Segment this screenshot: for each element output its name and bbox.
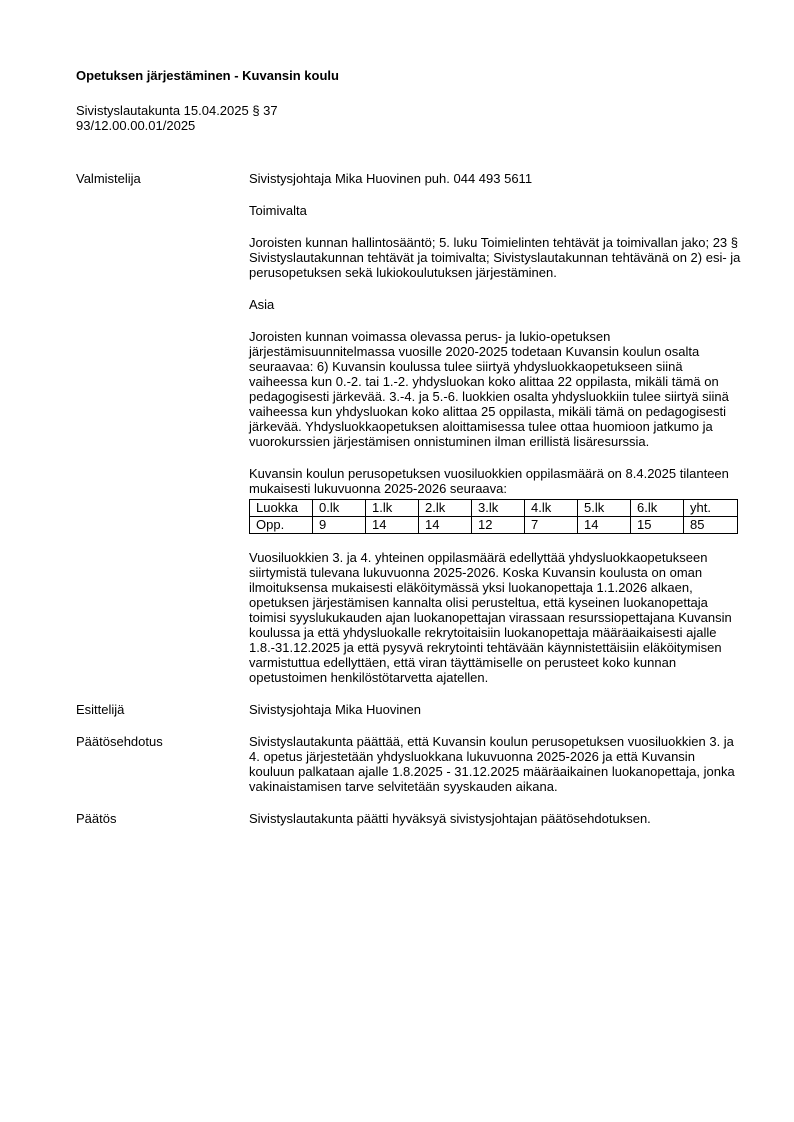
toimivalta-text: Joroisten kunnan hallintosääntö; 5. luku Toimielinten tehtävät ja toimivallan jako; 23 § Sivistyslautakunnan tehtävät ja toimivalta; Sivistyslautakunnan tehtävänä on 2) esi- ja perusopetuksen sekä lukiokoulutuksen järjestäminen. <box>249 235 741 280</box>
asia-text: Joroisten kunnan voimassa olevassa perus- ja lukio-opetuksen järjestämisuunnitelmassa vuosille 2020-2025 todetaan Kuvansin koulun osalta seuraavaa: 6) Kuvansin koulussa tulee siirtyä yhdysluokkaopetukseen siinä vaiheessa kun 0.-2. tai 1.-2. yhdysluokan koko alittaa 22 oppilasta, mikäli tämä on pedagogisesti järkevää. 3.-4. ja 5.-6. luokkien osalta yhdysluokkiin tulee siirtyä siinä vaiheessa kun yhdysluokan koko alittaa 25 oppilasta, mikäli tämä on pedagogisesti järkevää. Yhdysluokkaopetuksen aloittamisessa tulee ottaa huomioon jatkumo ja vuorokurssien järjestämisen onnistuminen ilman erillistä lisäresurssia. <box>249 329 729 449</box>
section-esittelija <box>76 702 746 717</box>
table-cell: 3.lk <box>472 500 525 517</box>
table-cell: 12 <box>472 517 525 534</box>
toimivalta-heading: Toimivalta <box>249 203 307 218</box>
meeting-meta <box>76 103 746 133</box>
table-cell: 85 <box>684 517 738 534</box>
table-cell: 9 <box>313 517 366 534</box>
document-title: Opetuksen järjestäminen - Kuvansin koulu <box>76 68 339 83</box>
table-cell: 1.lk <box>366 500 419 517</box>
table-cell: 15 <box>631 517 684 534</box>
table-cell: 7 <box>525 517 578 534</box>
presenter-name: Sivistysjohtaja Mika Huovinen <box>249 702 421 717</box>
table-header-row <box>250 500 738 517</box>
section-label-paatos: Päätös <box>76 811 117 826</box>
section-label-esittelija: Esittelijä <box>76 702 125 717</box>
record-number: 93/12.00.00.01/2025 <box>76 118 196 133</box>
table-cell: 5.lk <box>578 500 631 517</box>
table-cell: 14 <box>419 517 472 534</box>
asia-heading: Asia <box>249 297 275 312</box>
table-row <box>250 517 738 534</box>
meeting-reference: Sivistyslautakunta 15.04.2025 § 37 <box>76 103 278 118</box>
section-label-paatosehdotus: Päätösehdotus <box>76 734 163 749</box>
section-label-valmistelija: Valmistelija <box>76 171 141 186</box>
table-cell: Luokka <box>250 500 313 517</box>
section-valmistelija <box>76 171 746 685</box>
document-page <box>76 68 746 826</box>
section-paatos <box>76 811 746 826</box>
table-cell: Opp. <box>250 517 313 534</box>
table-intro: Kuvansin koulun perusopetuksen vuosiluokkien oppilasmäärä on 8.4.2025 tilanteen mukaisesti lukuvuonna 2025-2026 seuraava: <box>249 466 729 496</box>
decision-text: Sivistyslautakunta päätti hyväksyä sivistysjohtajan päätösehdotuksen. <box>249 811 651 826</box>
table-cell: 6.lk <box>631 500 684 517</box>
table-cell: 2.lk <box>419 500 472 517</box>
decision-proposal-text: Sivistyslautakunta päättää, että Kuvansin koulun perusopetuksen vuosiluokkien 3. ja 4. opetus järjestetään yhdysluokkana lukuvuonna 2025-2026 ja että Kuvansin kouluun palkataan ajalle 1.8.2025 - 31.12.2025 määräaikainen luokanopettaja, jonka vakinaistamisen tarve selvitetään syyskauden aikana. <box>249 734 735 794</box>
table-cell: yht. <box>684 500 738 517</box>
table-cell: 0.lk <box>313 500 366 517</box>
after-table-text: Vuosiluokkien 3. ja 4. yhteinen oppilasmäärä edellyttää yhdysluokkaopetukseen siirtymistä tulevana lukuvuonna 2025-2026. Koska Kuvansin koulusta on oman ilmoituksensa mukaisesti eläköitymässä yksi luokanopettaja 1.1.2026 alkaen, opetuksen järjestämisen kannalta olisi perusteltua, että kyseinen luokanopettaja toimisi syyslukukauden ajan luokanopettajan virassaan resurssiopettajana Kuvansin koulussa ja että yhdysluokalle rekrytoitaisiin luokanopettaja määräaikaisesti ajalle 1.8.-31.12.2025 ja että pysyvä rekrytointi tehtävään käynnistettäisiin eläköitymisen varmistuttua edellyttäen, että viran täyttämiselle on perusteet koko kunnan opetustoimen henkilöstötarvetta ajatellen. <box>249 550 732 685</box>
pupil-count-table <box>249 499 738 534</box>
table-cell: 14 <box>366 517 419 534</box>
preparer-name: Sivistysjohtaja Mika Huovinen puh. 044 493 5611 <box>249 171 533 186</box>
section-paatosehdotus <box>76 734 746 794</box>
table-cell: 4.lk <box>525 500 578 517</box>
table-cell: 14 <box>578 517 631 534</box>
